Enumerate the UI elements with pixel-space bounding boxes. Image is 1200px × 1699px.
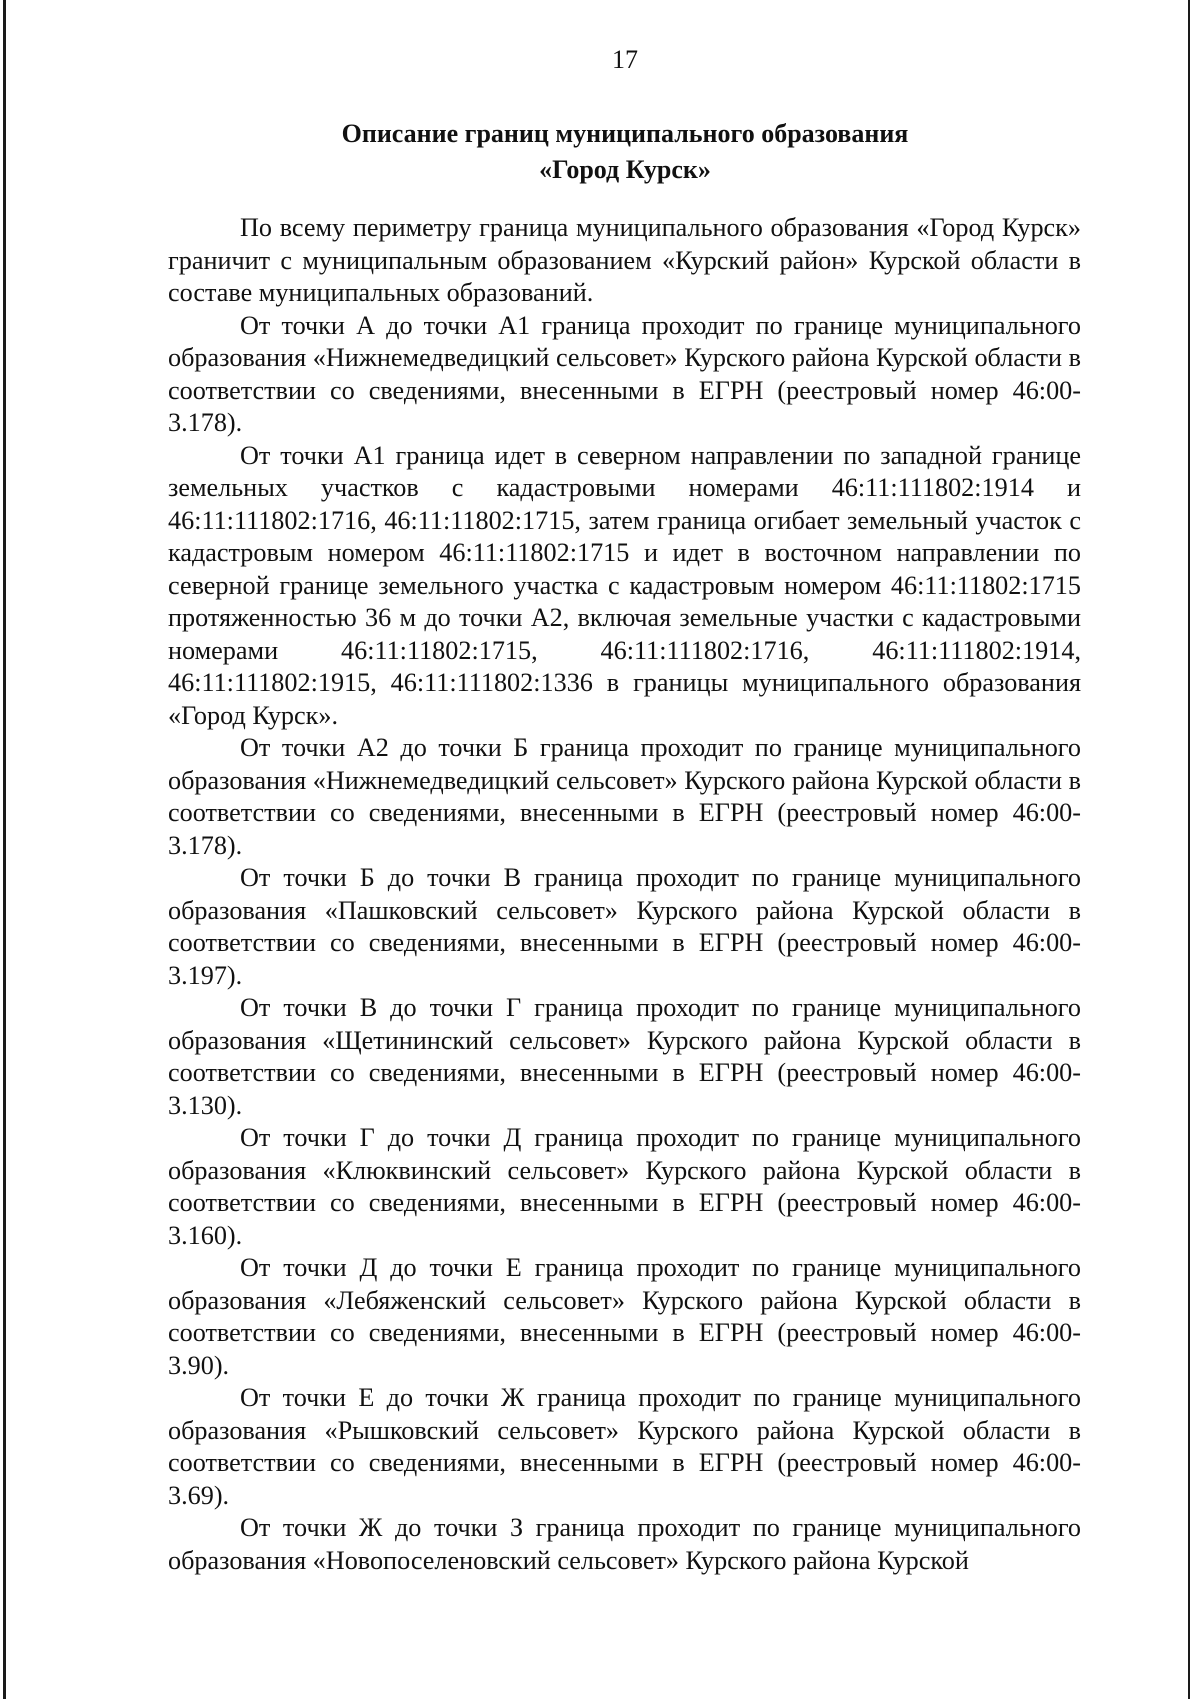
- document-body: [168, 212, 1081, 1577]
- paragraph-zh-to-z: От точки Ж до точки З граница проходит по границе муниципального образования «Новопоселеновский сельсовет» Курского района Курской: [168, 1513, 1081, 1575]
- document-title-line-2: «Город Курск»: [539, 155, 711, 184]
- paragraph-v-to-g: От точки В до точки Г граница проходит по границе муниципального образования «Щетининский сельсовет» Курского района Курской области в соответствии со сведениями, внесенными в ЕГРН (реестровый номер 46:00-3.130).: [168, 993, 1081, 1120]
- paragraph-a1-to-a2: От точки А1 граница идет в северном направлении по западной границе земельных участков с кадастровыми номерами 46:11:111802:1914 и 46:11:111802:1716, 46:11:11802:1715, затем граница огибает земельный участок с кадастровым номером 46:11:11802:1715 и идет в восточном направлении по северной границе земельного участка с кадастровым номером 46:11:11802:1715 протяженностью 36 м до точки А2, включая земельные участки с кадастровыми номерами 46:11:11802:1715, 46:11:111802:1716, 46:11:111802:1914, 46:11:111802:1915, 46:11:111802:1336 в границы муниципального образования «Город Курск».: [168, 440, 1081, 730]
- paragraph-d-to-e: От точки Д до точки Е граница проходит по границе муниципального образования «Лебяженский сельсовет» Курского района Курской области в соответствии со сведениями, внесенными в ЕГРН (реестровый номер 46:00-3.90).: [168, 1253, 1081, 1380]
- document-title: [0, 116, 1200, 188]
- paragraph-a-to-a1: От точки А до точки А1 граница проходит по границе муниципального образования «Нижнемедведицкий сельсовет» Курского района Курской области в соответствии со сведениями, внесенными в ЕГРН (реестровый номер 46:00-3.178).: [168, 310, 1081, 437]
- paragraph-b-to-v: От точки Б до точки В граница проходит по границе муниципального образования «Пашковский сельсовет» Курского района Курской области в соответствии со сведениями, внесенными в ЕГРН (реестровый номер 46:00-3.197).: [168, 863, 1081, 990]
- page-number: 17: [612, 45, 638, 74]
- paragraph-e-to-zh: От точки Е до точки Ж граница проходит по границе муниципального образования «Рышковский сельсовет» Курского района Курской области в соответствии со сведениями, внесенными в ЕГРН (реестровый номер 46:00-3.69).: [168, 1383, 1081, 1510]
- paragraph-g-to-d: От точки Г до точки Д граница проходит по границе муниципального образования «Клюквинский сельсовет» Курского района Курской области в соответствии со сведениями, внесенными в ЕГРН (реестровый номер 46:00-3.160).: [168, 1123, 1081, 1250]
- paragraph-perimeter: По всему периметру граница муниципального образования «Город Курск» граничит с муниципальным образованием «Курский район» Курской области в составе муниципальных образований.: [168, 213, 1081, 307]
- scan-border-left: [3, 0, 6, 1699]
- scan-border-right: [1188, 0, 1190, 1699]
- paragraph-a2-to-b: От точки А2 до точки Б граница проходит по границе муниципального образования «Нижнемедведицкий сельсовет» Курского района Курской области в соответствии со сведениями, внесенными в ЕГРН (реестровый номер 46:00-3.178).: [168, 733, 1081, 860]
- document-title-line-1: Описание границ муниципального образования: [341, 119, 909, 148]
